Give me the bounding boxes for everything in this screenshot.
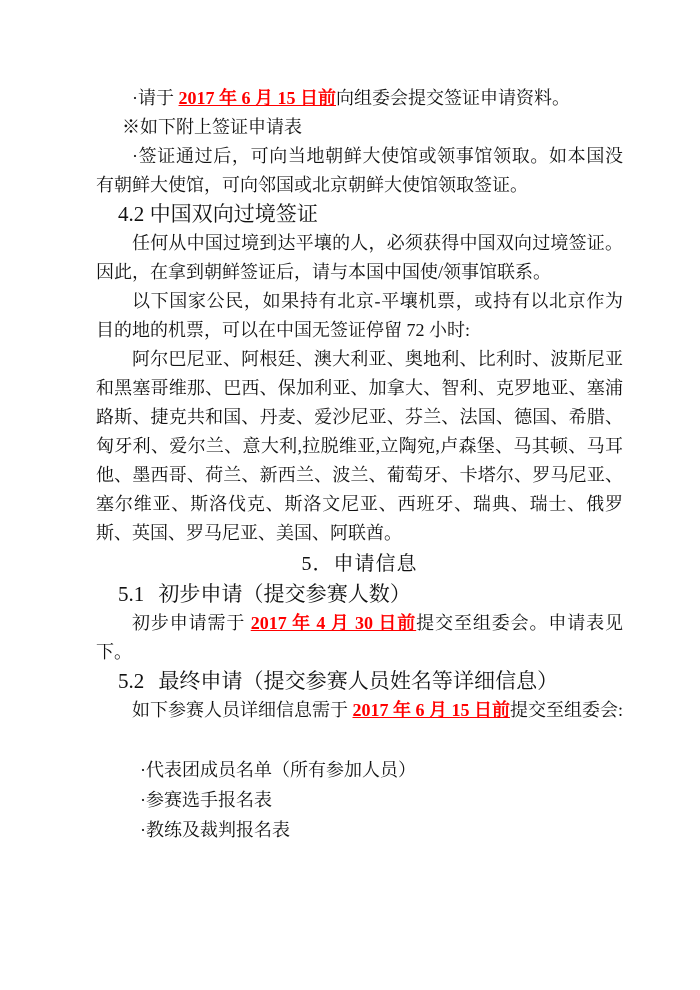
final-application-deadline: 2017 年 6 月 15 日前 [352, 700, 510, 720]
list-item: ·代表团成员名单（所有参加人员） [140, 760, 416, 780]
initial-application-deadline: 2017 年 4 月 30 日前 [250, 613, 417, 633]
required-documents-list [96, 755, 623, 845]
final-application-number: 5.2 [118, 669, 145, 693]
transit-para-2: 以下国家公民，如果持有北京-平壤机票，或持有以北京作为目的地的机票，可以在中国无签证停留 72 小时: [96, 291, 623, 340]
visa-deadline-prefix: ·请于 [132, 88, 179, 108]
initial-application-number: 5.1 [118, 582, 145, 606]
transit-country-list: 阿尔巴尼亚、阿根廷、澳大利亚、奥地利、比利时、波斯尼亚和黑塞哥维那、巴西、保加利亚、加拿大、智利、克罗地亚、塞浦路斯、捷克共和国、丹麦、爱沙尼亚、芬兰、法国、德国、希腊、匈牙利、爱尔兰、意大利,拉脱维亚,立陶宛,卢森堡、马其顿、马耳他、墨西哥、荷兰、新西兰、波兰、葡萄牙、卡塔尔、罗马尼亚、塞尔维亚、斯洛伐克、斯洛文尼亚、西班牙、瑞典、瑞士、俄罗斯、英国、罗马尼亚、美国、阿联酋。 [96, 349, 623, 543]
final-application-para [96, 696, 623, 725]
final-application-suffix: 提交至组委会: [510, 700, 624, 720]
visa-pickup-note: ·签证通过后，可向当地朝鲜大使馆或领事馆领取。如本国没有朝鲜大使馆，可向邻国或北京朝鲜大使馆领取签证。 [96, 146, 623, 195]
final-application-heading [96, 667, 623, 696]
final-application-prefix: 如下参赛人员详细信息需于 [132, 700, 353, 720]
initial-application-para [96, 609, 623, 667]
visa-deadline-date: 2017 年 6 月 15 日前 [178, 88, 336, 108]
initial-application-prefix: 初步申请需于 [132, 613, 251, 633]
list-item: ·参赛选手报名表 [140, 790, 272, 810]
application-section-heading: 5．申请信息 [301, 553, 418, 575]
initial-application-title: 初步申请（提交参赛人数） [158, 582, 411, 606]
transit-section-heading: 4.2 中国双向过境签证 [118, 202, 318, 226]
final-application-title: 最终申请（提交参赛人员姓名等详细信息） [158, 669, 559, 693]
visa-deadline-suffix: 向组委会提交签证申请资料。 [336, 88, 570, 108]
list-item: ·教练及裁判报名表 [140, 820, 290, 840]
transit-para-1: 任何从中国过境到达平壤的人，必须获得中国双向过境签证。因此，在拿到朝鲜签证后，请与本国中国使/领事馆联系。 [96, 233, 623, 282]
initial-application-heading [96, 580, 623, 609]
initial-application-suffix: 提交至组委会。申请表见下。 [96, 613, 624, 662]
visa-deadline-line [96, 84, 623, 113]
visa-attachment-note: ※如下附上签证申请表 [122, 117, 302, 137]
